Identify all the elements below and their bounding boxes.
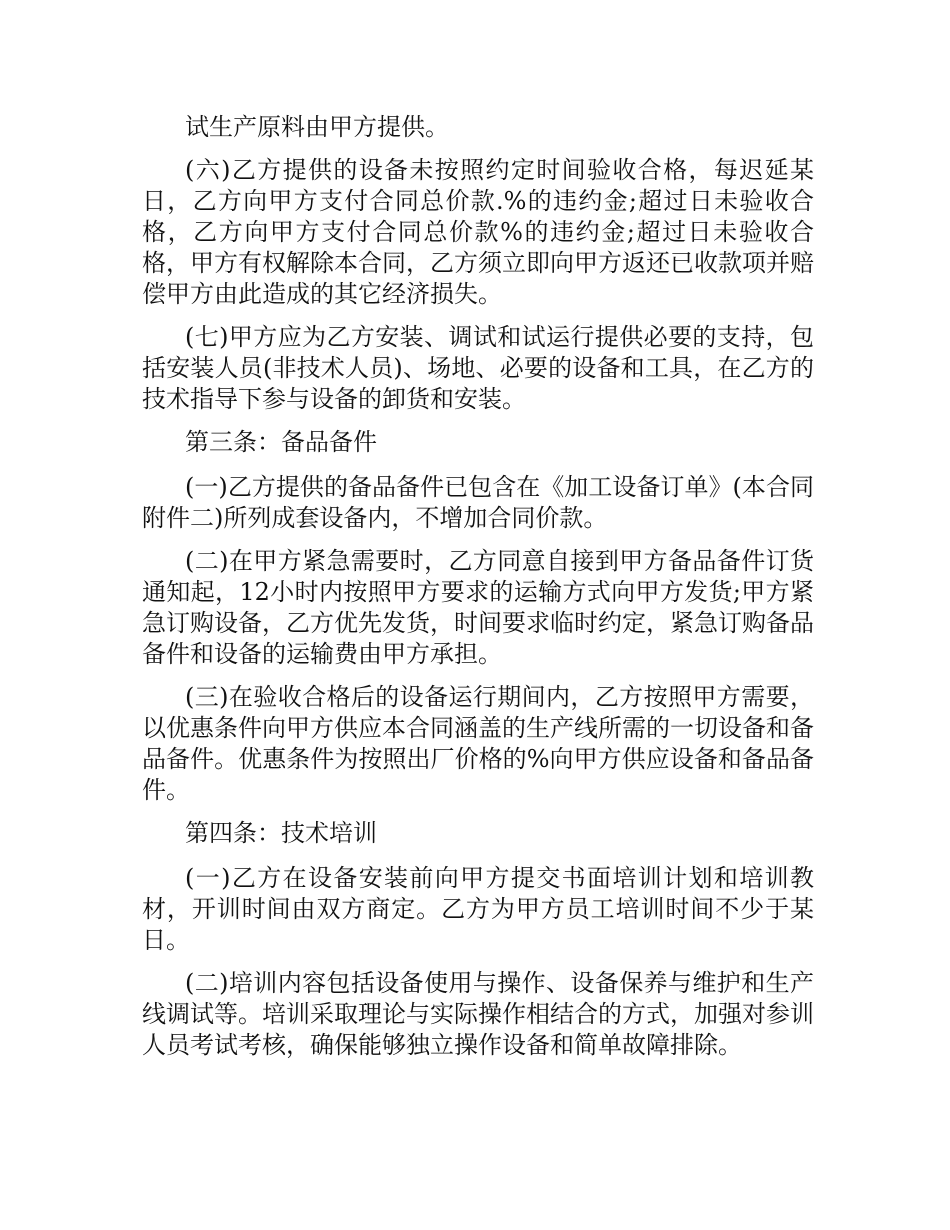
paragraph-clause-6-delay-penalty: (六)乙方提供的设备未按照约定时间验收合格，每迟延某日，乙方向甲方支付合同总价款.%的违约金;超过日未验收合格，乙方向甲方支付合同总价款%的违约金;超过日未验收合格，甲方有权解除本合同，乙方须立即向甲方返还已收款项并赔偿甲方由此造成的其它经济损失。 (142, 156, 814, 308)
paragraph-article-3-item-3: (三)在验收合格后的设备运行期间内，乙方按照甲方需要，以优惠条件向甲方供应本合同涵盖的生产线所需的一切设备和备品备件。优惠条件为按照出厂价格的%向甲方供应设备和备品备件。 (142, 683, 814, 804)
paragraph-raw-material: 试生产原料由甲方提供。 (185, 113, 449, 141)
section-heading-article-4: 第四条：技术培训 (185, 819, 377, 847)
paragraph-article-3-item-2: (二)在甲方紧急需要时，乙方同意自接到甲方备品备件订货通知起，12小时内按照甲方要求的运输方式向甲方发货;甲方紧急订购设备，乙方优先发货，时间要求临时约定，紧急订购备品备件和设备的运输费由甲方承担。 (142, 547, 814, 668)
document-body (142, 112, 814, 1073)
paragraph-clause-7-installation-support: (七)甲方应为乙方安装、调试和试运行提供必要的支持，包括安装人员(非技术人员)、场地、必要的设备和工具，在乙方的技术指导下参与设备的卸货和安装。 (142, 323, 814, 413)
paragraph-article-3-item-1: (一)乙方提供的备品备件已包含在《加工设备订单》(本合同附件二)所列成套设备内，不增加合同价款。 (142, 473, 814, 532)
paragraph-article-4-item-2: (二)培训内容包括设备使用与操作、设备保养与维护和生产线调试等。培训采取理论与实际操作相结合的方式，加强对参训人员考试考核，确保能够独立操作设备和简单故障排除。 (142, 969, 814, 1059)
section-heading-article-3: 第三条：备品备件 (185, 428, 377, 456)
paragraph-article-4-item-1: (一)乙方在设备安装前向甲方提交书面培训计划和培训教材，开训时间由双方商定。乙方为甲方员工培训时间不少于某日。 (142, 864, 814, 954)
